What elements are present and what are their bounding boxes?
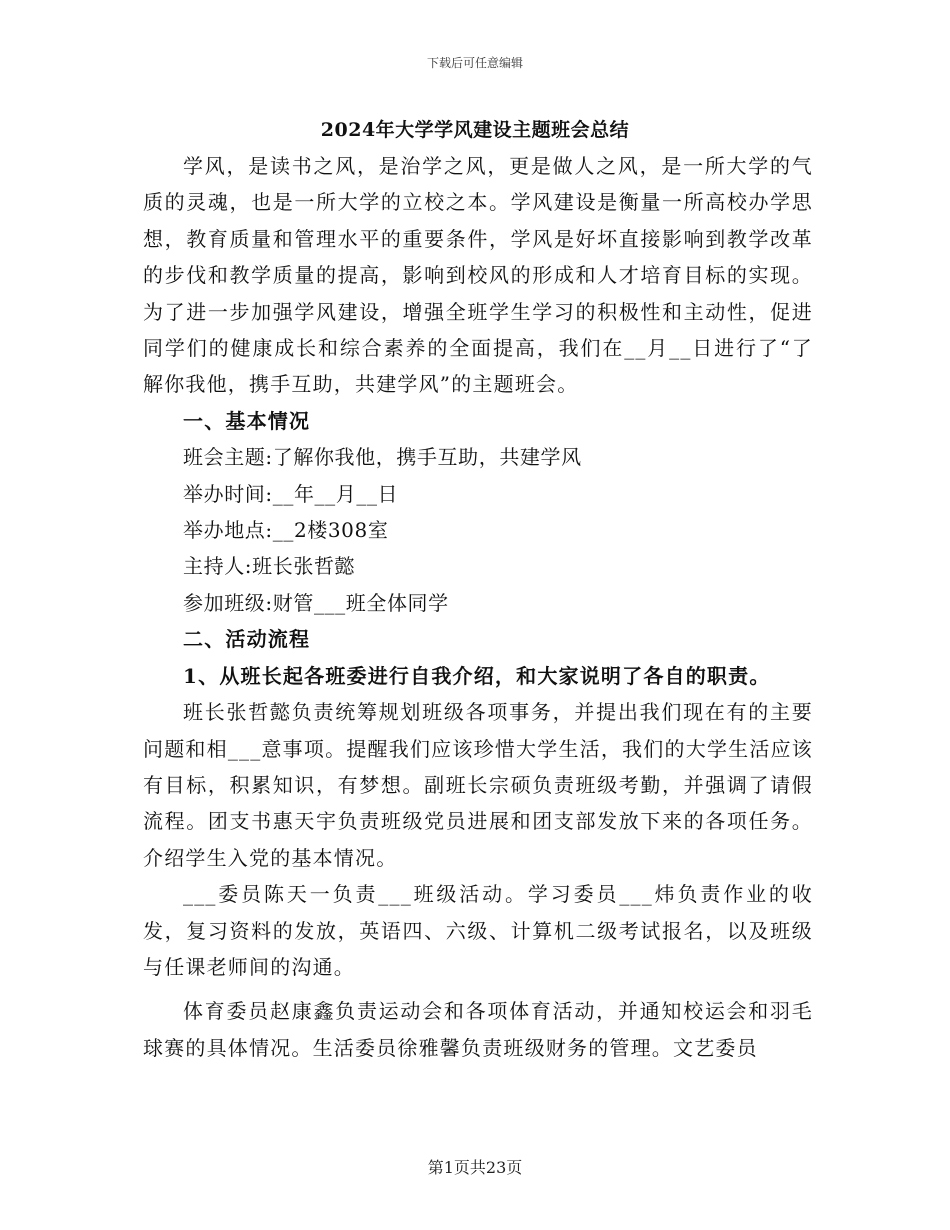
info-participants: 参加班级:财管___班全体同学	[183, 590, 449, 615]
page-number: 第1页共23页	[427, 1158, 523, 1177]
paragraph-monitor: 班长张哲懿负责统筹规划班级各项事务，并提出我们现在有的主要问题和相___意事项。提醒我们应该珍惜大学生活，我们的大学生活应该有目标，积累知识，有梦想。副班长宗硕负责班级考勤，并强调了请假流程。团支书惠天宇负责班级党员进展和团支部发放下来的各项任务。介绍学生入党的基本情况。	[143, 700, 813, 870]
info-theme: 班会主题:了解你我他，携手互助，共建学风	[183, 445, 582, 470]
section-heading-process: 二、活动流程	[183, 627, 311, 652]
paragraph-sports: 体育委员赵康鑫负责运动会和各项体育活动，并通知校运会和羽毛球赛的具体情况。生活委员徐雅馨负责班级财务的管理。文艺委员	[143, 999, 813, 1060]
intro-paragraph: 学风，是读书之风，是治学之风，更是做人之风，是一所大学的气质的灵魂，也是一所大学的立校之本。学风建设是衡量一所高校办学思想，教育质量和管理水平的重要条件，学风是好坏直接影响到教学改革的步伐和教学质量的提高，影响到校风的形成和人才培育目标的实现。为了进一步加强学风建设，增强全班学生学习的积极性和主动性，促进同学们的健康成长和综合素养的全面提高，我们在__月__日进行了“了解你我他，携手互助，共建学风”的主题班会。	[143, 154, 813, 397]
document-body	[143, 148, 813, 1066]
info-host: 主持人:班长张哲懿	[183, 554, 356, 579]
header-note: 下载后可任意编辑	[426, 56, 523, 70]
sub-heading-introductions: 1、从班长起各班委进行自我介绍，和大家说明了各自的职责。	[183, 663, 771, 688]
info-location: 举办地点:__2楼308室	[183, 518, 389, 543]
paragraph-committee: ___委员陈天一负责___班级活动。学习委员___炜负责作业的收发，复习资料的发放，英语四、六级、计算机二级考试报名，以及班级与任课老师间的沟通。	[143, 882, 813, 979]
section-heading-basic-info: 一、基本情况	[183, 408, 311, 433]
info-time: 举办时间:__年__月__日	[183, 481, 399, 506]
document-title: 2024年大学学风建设主题班会总结	[320, 119, 630, 141]
